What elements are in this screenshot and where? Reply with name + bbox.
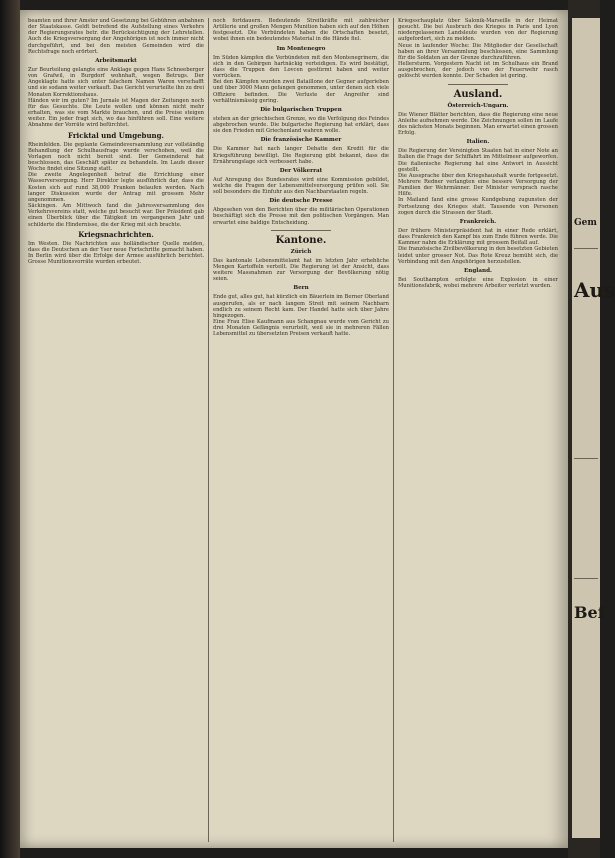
article-paragraph: Die Aussprache über den Kriegshaushalt wurde fortgesetzt. Mehrere Redner verlangten eine bessere Versorgung der Familien der Wehrmänner. Der Minister versprach rasche Hilfe. xyxy=(398,172,558,198)
adjacent-heading-fragment: Bef xyxy=(574,603,605,622)
section-heading: Die französische Kammer xyxy=(260,137,342,144)
divider-line xyxy=(574,458,598,459)
section-heading: Arbeitsmarkt xyxy=(95,57,137,64)
section-heading-zuerich: Zürich xyxy=(290,248,312,255)
article-paragraph: Die französische Zivilbevölkerung in den besetzten Gebieten leidet unter grosser Not. Das Rote Kreuz bemüht sich, die Verbindung mit den Angehörigen herzustellen. xyxy=(398,246,559,265)
column-divider xyxy=(393,18,394,842)
article-paragraph: Die zweite Angelegenheit betraf die Errichtung einer Wasserversorgung. Herr Direktor legte ausführlich dar, dass die Kosten sich auf rund 38,000 Franken belaufen werden. Nach langer Diskussion wurde der Antrag mit grossem Mehr angenommen. xyxy=(28,172,204,203)
article-paragraph: noch fortdauern. Bedeutende Streitkräfte mit zahlreicher Artillerie und großen Mengen Munition haben sich auf den Höhen festgesetzt. Die Verbündeten haben die Ortschaften besetzt, wobei ihnen ein bedeutendes Material in die Hände fiel. xyxy=(213,18,389,43)
article-paragraph: Das kantonale Lebensmittelamt hat im letzten Jahr erhebliche Mengen Kartoffeln verteilt. Die Regierung ist der Ansicht, dass weitere Massnahmen zur Versorgung der Bevölkerung nötig seien. xyxy=(213,257,389,283)
article-paragraph: Bei Southampton erfolgte eine Explosion in einer Munitionsfabrik, wobei mehrere Arbeiter verletzt wurden. xyxy=(398,276,558,289)
article-paragraph: Händen wir im guten? Im Jurnale ist Magen der Zeitungen noch für das Gesuchte. Die Leute wollen und können nicht mehr erhalten, was sie vom Markte brauchen, und die Preise steigen weiter. Ein jeder fragt sich, wo das hinführen soll. Eine weitere Abnahme der Vorräte wird befürchtet. xyxy=(28,97,204,129)
article-paragraph: stehen an der griechischen Grenze, wo die Verfolgung des Feindes abgebrochen wurde. Die bulgarische Regierung hat erklärt, dass sie den Frieden mit Griechenland wahren wolle. xyxy=(213,115,389,135)
article-paragraph: Bei den Kämpfen wurden zwei Bataillone der Gegner aufgerieben und über 3000 Mann gefangen genommen, unter denen sich viele Offiziere befinden. Die Verluste der Angreifer sind verhältnismässig gering. xyxy=(213,79,389,104)
article-paragraph: Die Wiener Blätter berichten, dass die Regierung eine neue Anleihe aufnehmen werde. Die Zeichnungen sollen im Laufe des nächsten Monats beginnen. Man erwartet einen grossen Erfolg. xyxy=(398,111,558,137)
article-paragraph: Rheinfelden. Die geplante Gemeindeversammlung zur vollständig Behandlung der Schulhausfrage wurde verschoben, weil die Vorlagen noch nicht bereit sind. Der Gemeinderat hat beschlossen, das Geschäft später zu behandeln. Im Laufe dieser Woche findet eine Sitzung statt. xyxy=(28,141,204,173)
article-paragraph: Hellersturm. Vorgestern Nacht ist im Schulhaus ein Brand ausgebrochen, der jedoch von der Feuerwehr rasch gelöscht werden konnte. Der Schaden ist gering. xyxy=(398,61,558,80)
article-paragraph: Die Regierung der Vereinigten Staaten hat in einer Note an Italien die Frage der Schiffahrt im Mittelmeer aufgeworfen. Die italienische Regierung hat eine Antwort in Aussicht gestellt. xyxy=(398,148,558,173)
article-paragraph: Im Westen. Die Nachrichten aus holländischer Quelle melden, dass die Deutschen an der Yser neue Fortschritte gemacht haben. In Berlin wird über die Erfolge der Armee ausführlich berichtet. Grosse Munitionsvorräte wurden erbeutet. xyxy=(28,240,204,266)
column-right xyxy=(398,18,558,842)
section-heading-frankreich: Frankreich. xyxy=(459,218,497,225)
article-paragraph: Die Kammer hat nach langer Debatte den Kredit für die Kriegsführung bewilligt. Die Regierung gibt bekannt, dass die Ernährungslage sich verbessert habe. xyxy=(213,146,389,165)
column-middle xyxy=(213,18,389,842)
article-paragraph: Neue in laufender Woche: Die Mitglieder der Gesellschaft haben an ihrer Versammlung beschlossen, eine Sammlung für die Soldaten an der Grenze durchzuführen. xyxy=(398,42,558,61)
section-heading-kantone: Kantone. xyxy=(275,234,327,246)
adjacent-heading-fragment: Gem xyxy=(574,218,597,228)
divider-line xyxy=(574,248,598,249)
section-heading-ausland: Ausland. xyxy=(453,88,503,100)
section-heading: Der Völkerrat xyxy=(279,167,323,174)
section-heading-bern: Bern xyxy=(293,285,309,292)
section-heading-fricktal: Fricktal und Umgebung. xyxy=(68,130,164,140)
adjacent-heading-fragment: Aus xyxy=(574,278,615,302)
section-heading: Die bulgarischen Truppen xyxy=(260,106,342,113)
article-intro: beamten und ihrer Amster und Gesetzung bei Gebühren anbahnen der Staatskasse. Geldt betrefend die Aufstellung eines Verkehrs der Regierungsrates betr. die Berücksichtigung der Lehrstellen. Auch die Kriegsversorgung der Angehörigen ist noch immer nicht durchgeführt, und bei den meisten Gemeinden wird die Rechtsfrage noch erörtert. xyxy=(28,18,204,55)
column-left xyxy=(28,18,204,842)
article-paragraph: Säckingen. Am Mittwoch fand die Jahresversammlung des Verkehrsvereins statt, welche gut besucht war. Der Präsident gab einen Überblick über die Tätigkeit im vergangenen Jahr und schilderte die Hindernisse, die der Krieg mit sich brachte. xyxy=(28,203,204,228)
article-paragraph: Abgesehen von den Berichten über die militärischen Operationen beschäftigt sich die Presse mit den politischen Vorgängen. Man erwartet eine baldige Entscheidung. xyxy=(213,207,389,226)
article-paragraph: Ende gut, alles gut, hat kürzlich ein Bäuerlein im Berner Oberland ausgerufen, als er nach langem Streit mit seinem Nachbarn endlich zu seinem Recht kam. Der Handel hatte sich über Jahre hingezogen. xyxy=(213,294,389,319)
section-heading-italien: Italien. xyxy=(466,139,490,146)
article-paragraph: Der frühere Ministerpräsident hat in einer Rede erklärt, dass Frankreich den Kampf bis zum Ende führen werde. Die Kammer nahm die Erklärung mit grossem Beifall auf. xyxy=(398,227,558,247)
divider-line xyxy=(448,84,508,85)
divider-line xyxy=(574,578,598,579)
divider-line xyxy=(271,230,331,231)
section-heading-kriegsnachrichten: Kriegsnachrichten. xyxy=(78,229,154,239)
section-heading-england: England. xyxy=(464,267,492,274)
article-paragraph: Auf Anregung des Bundesrates wird eine Kommission gebildet, welche die Fragen der Lebensmittelversorgung prüfen soll. Sie soll besonders die Einfuhr aus den Nachbarstaaten regeln. xyxy=(213,176,389,196)
article-paragraph: Im Süden kämpfen die Verbündeten mit den Montenegrinern, die sich in den Gebirgen hartnäckig verteidigen. Es wird bestätigt, dass die Truppen den Lovcen gestürmt haben und weiter vorrücken. xyxy=(213,54,389,80)
section-heading: Im Montenegro xyxy=(276,45,326,52)
section-heading: Die deutsche Presse xyxy=(269,198,333,205)
article-paragraph: In Mailand fand eine grosse Kundgebung zugunsten der Fortsetzung des Krieges statt. Tausende von Personen zogen durch die Strassen der Stadt. xyxy=(398,197,558,216)
column-divider xyxy=(208,18,209,842)
book-spine xyxy=(0,0,20,858)
newspaper-page xyxy=(20,10,568,848)
article-paragraph: Kriegsschauplatz über Salonik-Marseille in der Heimat gesucht. Die bei Ausbruch des Krieges in Paris und Lyon niedergelassenen Landsleute wurden von der Regierung aufgefordert, sich zu melden. xyxy=(398,18,558,43)
article-paragraph: Zur Beurteilung gelangte eine Anklage gegen Hans Schneeberger von Grafwil, in Burgdorf wohnhaft, wegen Betrugs. Der Angeklagte hatte sich unter falschem Namen Waren verschafft und sie sodann weiter verkauft. Das Gericht verurteilte ihn zu drei Monaten Korrektionshaus. xyxy=(28,66,204,98)
article-paragraph: Eine Frau Elise Kaufmann aus Schangnau wurde vom Gericht zu drei Monaten Gefängnis verurteilt, weil sie in mehreren Fällen Lebensmittel zu übersetzten Preisen verkauft hatte. xyxy=(213,319,389,338)
section-heading-oesterreich: Österreich-Ungarn. xyxy=(447,102,509,109)
adjacent-page xyxy=(572,18,615,838)
